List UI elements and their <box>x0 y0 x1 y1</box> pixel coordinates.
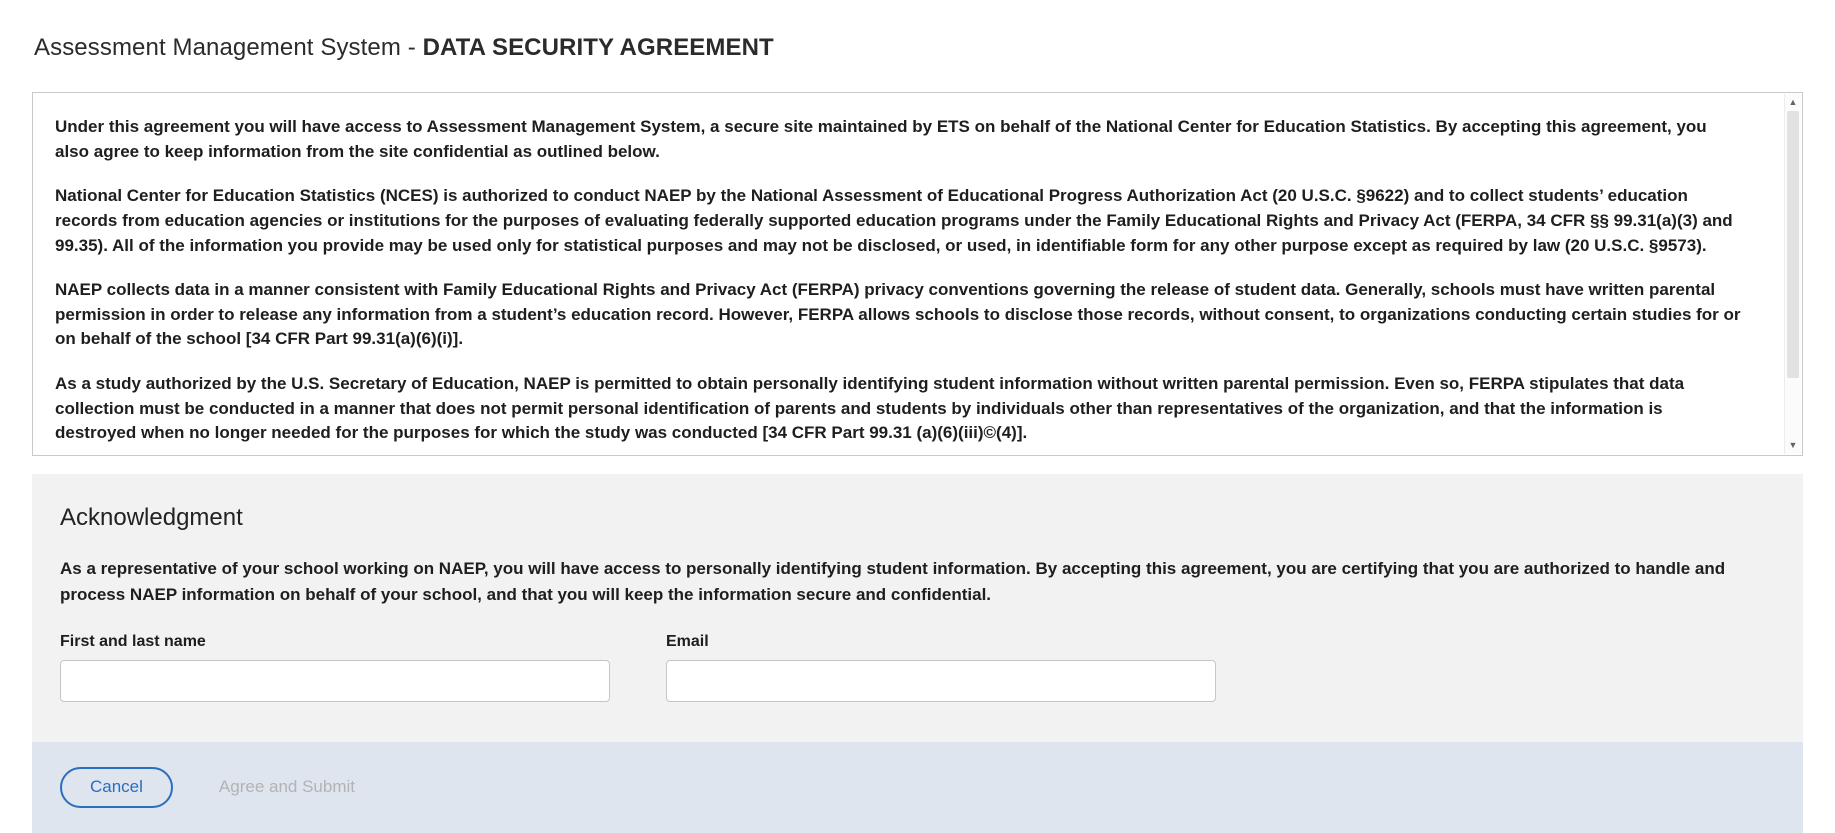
agree-submit-button[interactable]: Agree and Submit <box>209 768 365 806</box>
email-field-label: Email <box>666 633 709 650</box>
page-title-app: Assessment Management System - <box>34 34 416 61</box>
agreement-scroll-area[interactable] <box>32 92 1803 456</box>
name-input[interactable] <box>60 660 610 702</box>
agreement-paragraph: National Center for Education Statistics (NCES) is authorized to conduct NAEP by the National Assessment of Educational Progress Authorization Act (20 U.S.C. §9622) and to collect students’ education records from education agencies or institutions for the purposes of evaluating federally supported education programs under the Family Educational Rights and Privacy Act (FERPA, 34 CFR §§ 99.31(a)(3) and 99.35). All of the information you provide may be used only for statistical purposes and may not be disclosed, or used, in identifiable form for any other purpose except as required by law (20 U.S.C. §9573). <box>55 186 1733 255</box>
footer-bar <box>32 742 1803 833</box>
scrollbar-up-arrow-icon[interactable]: ▲ <box>1788 97 1798 107</box>
cancel-button[interactable]: Cancel <box>60 767 173 808</box>
scrollbar-thumb[interactable] <box>1787 111 1799 378</box>
acknowledgment-section <box>32 474 1803 742</box>
scrollbar-track[interactable] <box>1785 111 1801 437</box>
acknowledgment-body: As a representative of your school working on NAEP, you will have access to personally identifying student information. By accepting this agreement, you are certifying that you are authorized to handle and process NAEP information on behalf of your school, and that you will keep the information secure and confidential. <box>60 559 1726 604</box>
email-field <box>666 633 1216 702</box>
acknowledgment-fields <box>60 633 1775 702</box>
vertical-scrollbar[interactable] <box>1784 94 1801 454</box>
agreement-text <box>33 93 1802 456</box>
page-title <box>34 34 1803 62</box>
acknowledgment-heading: Acknowledgment <box>60 504 243 531</box>
email-input[interactable] <box>666 660 1216 702</box>
agreement-paragraph: NAEP collects data in a manner consistent with Family Educational Rights and Privacy Act (FERPA) privacy conventions governing the release of student data. Generally, schools must have written parental permission in order to release any information from a student’s education record. However, FERPA allows schools to disclose those records, without consent, to organizations conducting certain studies for or on behalf of the school [34 CFR Part 99.31(a)(6)(i)]. <box>55 280 1741 349</box>
name-field-label: First and last name <box>60 633 206 650</box>
agreement-paragraph: As a study authorized by the U.S. Secretary of Education, NAEP is permitted to obtain personally identifying student information without written parental permission. Even so, FERPA stipulates that data collection must be conducted in a manner that does not permit personal identification of parents and students by individuals other than representatives of the organization, and that the information is destroyed when no longer needed for the purposes for which the study was conducted [34 CFR Part 99.31 (a)(6)(iii)©(4)]. <box>55 374 1685 443</box>
page-title-agreement: DATA SECURITY AGREEMENT <box>422 34 774 61</box>
agreement-paragraph: Under this agreement you will have access to Assessment Management System, a secure site maintained by ETS on behalf of the National Center for Education Statistics. By accepting this agreement, you also agree to keep information from the site confidential as outlined below. <box>55 117 1707 161</box>
scrollbar-down-arrow-icon[interactable]: ▼ <box>1788 440 1798 450</box>
name-field <box>60 633 610 702</box>
